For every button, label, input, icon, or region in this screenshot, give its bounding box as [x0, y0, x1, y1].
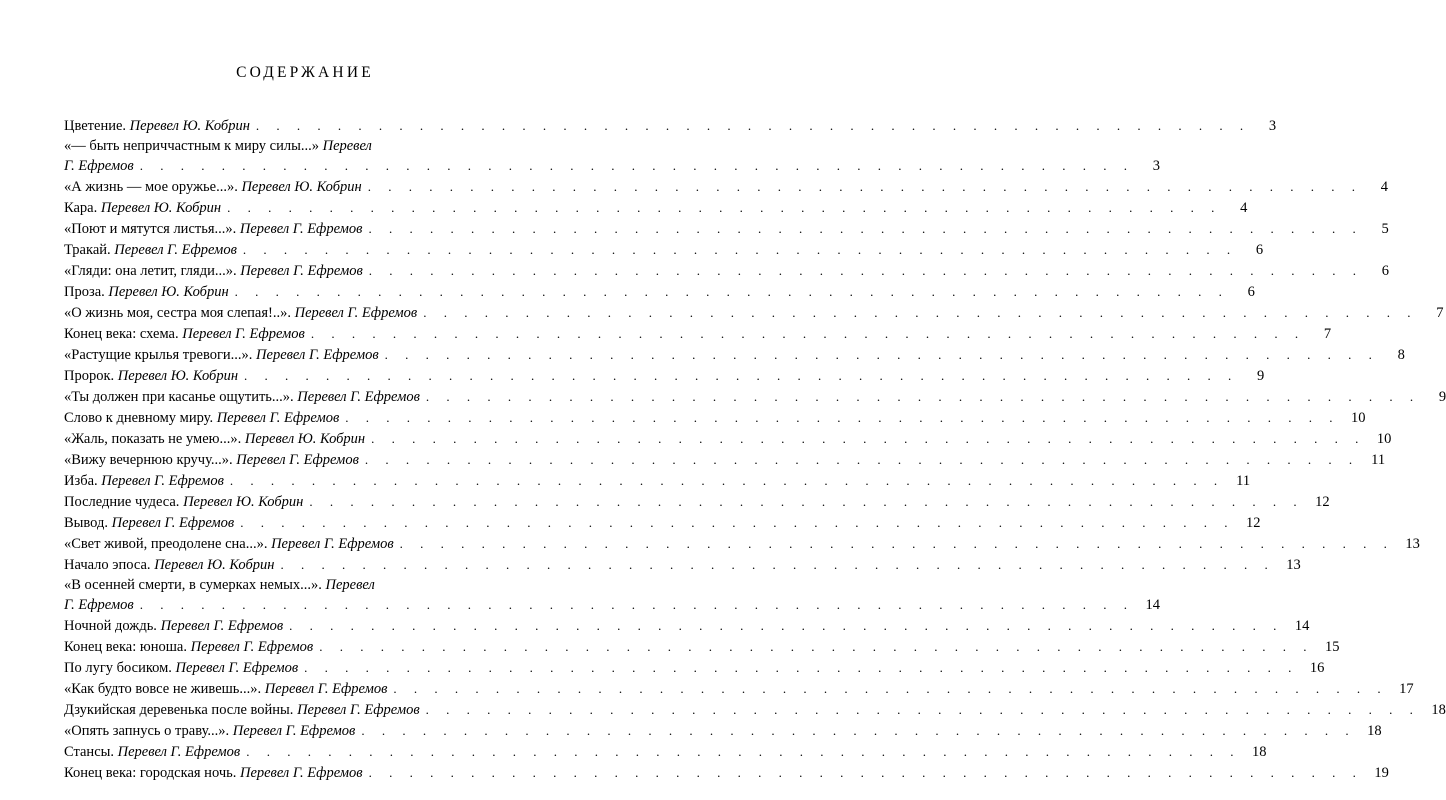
entry-title — [64, 409, 339, 428]
dot-leader: . . . . . . . . . . . . . . . . . . . . . . . . . . . . . . . . . . . . . . . . . . . . . . . . . — [371, 431, 1366, 446]
dot-leader: . . . . . . . . . . . . . . . . . . . . . . . . . . . . . . . . . . . . . . . . . . . . . . . . . — [234, 284, 1229, 299]
entry-title-text: Начало эпоса. — [64, 557, 155, 573]
toc-entry-line — [64, 637, 1340, 657]
entry-title — [64, 451, 359, 470]
translator-label: Перевел — [325, 577, 375, 593]
toc-entry-line — [64, 742, 1267, 762]
toc-entry-line — [64, 366, 1265, 386]
entry-title-text: Тракай. — [64, 242, 115, 258]
entry-title-text: «А жизнь — мое оружье...». — [64, 179, 242, 195]
toc-entry-line — [64, 679, 1414, 699]
page-number: 13 — [1405, 536, 1420, 552]
dot-leader: . . . . . . . . . . . . . . . . . . . . . . . . . . . . . . . . . . . . . . . . . . . . . . . . . — [310, 326, 1306, 341]
toc-entry — [64, 177, 1388, 198]
translator-label: Перевел Г. Ефремов — [117, 744, 241, 760]
translator-label: Перевел Ю. Кобрин — [117, 368, 239, 384]
dot-leader: . . . . . . . . . . . . . . . . . . . . . . . . . . . . . . . . . . . . . . . . . . . . . . . . . — [229, 473, 1225, 488]
entry-title-text: Стансы. — [64, 744, 118, 760]
translator-label: Перевел Г. Ефремов — [271, 536, 394, 552]
page-number: 6 — [1255, 242, 1264, 258]
translator-label: Перевел Г. Ефремов — [101, 473, 224, 489]
dot-leader: . . . . . . . . . . . . . . . . . . . . . . . . . . . . . . . . . . . . . . . . . . . . . . . . . — [368, 221, 1363, 236]
toc-entry — [64, 219, 1389, 240]
dot-leader: . . . . . . . . . . . . . . . . . . . . . . . . . . . . . . . . . . . . . . . . . . . . . . . . . — [399, 536, 1394, 551]
dot-leader: . . . . . . . . . . . . . . . . . . . . . . . . . . . . . . . . . . . . . . . . . . . . . . . . . — [242, 242, 1238, 257]
toc-entry-line — [64, 450, 1386, 470]
toc-entry-line — [64, 555, 1301, 575]
entry-title-text: Конец века: схема. — [64, 326, 183, 342]
entry-title — [64, 535, 394, 554]
translator-label: Перевел Г. Ефремов — [216, 410, 340, 426]
page-number: 13 — [1286, 557, 1301, 573]
translator-label: Перевел Ю. Кобрин — [154, 557, 275, 573]
entry-title — [64, 178, 362, 197]
page-number: 7 — [1323, 326, 1332, 342]
translator-label: Перевел Г. Ефремов — [264, 681, 388, 697]
toc-entry — [64, 513, 1261, 534]
dot-leader: . . . . . . . . . . . . . . . . . . . . . . . . . . . . . . . . . . . . . . . . . . . . . . . . . — [255, 118, 1251, 133]
toc-entry — [64, 555, 1301, 576]
entry-title-text: Последние чудеса. — [64, 494, 184, 510]
toc-entry-line — [64, 387, 1446, 407]
entry-title — [64, 241, 237, 260]
entry-title — [64, 556, 274, 575]
page-number: 14 — [1294, 618, 1310, 634]
dot-leader: . . . . . . . . . . . . . . . . . . . . . . . . . . . . . . . . . . . . . . . . . . . . . . . . . — [425, 389, 1421, 404]
page-number: 4 — [1240, 200, 1248, 216]
toc-entry — [64, 576, 1160, 616]
entry-title — [64, 680, 387, 699]
toc-entry — [64, 637, 1340, 658]
translator-label: Перевел Г. Ефремов — [190, 639, 314, 655]
entry-title-text: Пророк. — [64, 368, 118, 384]
page-number: 18 — [1251, 744, 1267, 760]
entry-title-text: Конец века: городская ночь. — [64, 765, 240, 781]
entry-title-text: «О жизнь моя, сестра моя слепая!..». — [64, 305, 295, 321]
page-number: 6 — [1381, 263, 1390, 279]
entry-title — [64, 576, 407, 595]
entry-title — [64, 514, 234, 533]
toc-entry-line — [64, 429, 1392, 449]
dot-leader: . . . . . . . . . . . . . . . . . . . . . . . . . . . . . . . . . . . . . . . . . . . . . . . . . — [240, 515, 1235, 530]
translator-label: Перевел Ю. Кобрин — [241, 179, 362, 195]
page-number: 15 — [1324, 639, 1340, 655]
entry-title-text: «Свет живой, преодолене сна...». — [64, 536, 272, 552]
entry-title — [64, 617, 283, 636]
toc-entry — [64, 282, 1255, 303]
toc-entry-line — [64, 576, 546, 595]
toc-entry-line — [64, 700, 1446, 720]
entry-title — [64, 199, 221, 218]
translator-label: Перевел Г. Ефремов — [297, 389, 420, 405]
translator-label: Перевел Г. Ефремов — [294, 305, 418, 321]
toc-entry-line — [64, 156, 1160, 176]
dot-leader: . . . . . . . . . . . . . . . . . . . . . . . . . . . . . . . . . . . . . . . . . . . . . . . . . — [367, 179, 1362, 194]
dot-leader: . . . . . . . . . . . . . . . . . . . . . . . . . . . . . . . . . . . . . . . . . . . . . . . . . — [425, 702, 1420, 717]
entry-title — [64, 262, 363, 281]
translator-label: Перевел Г. Ефремов — [297, 702, 420, 718]
toc-entry-line — [64, 303, 1444, 323]
translator-label: Перевел Г. Ефремов — [240, 263, 363, 279]
page-number: 18 — [1431, 702, 1446, 718]
page-number: 5 — [1381, 221, 1389, 237]
toc-entry — [64, 303, 1444, 324]
translator-label: Перевел Ю. Кобрин — [108, 284, 229, 300]
dot-leader: . . . . . . . . . . . . . . . . . . . . . . . . . . . . . . . . . . . . . . . . . . . . . . . . . — [280, 557, 1275, 572]
translator-label: Перевел Г. Ефремов — [182, 326, 305, 342]
toc-entry-line — [64, 658, 1325, 678]
toc-entry-line — [64, 261, 1390, 281]
entry-title-text: Ночной дождь. — [64, 618, 161, 634]
page-number: 14 — [1145, 597, 1160, 613]
page-number: 9 — [1257, 368, 1265, 384]
page-number: 3 — [1268, 118, 1277, 134]
toc-entry — [64, 471, 1251, 492]
toc-entry-line — [64, 137, 546, 156]
entry-title-text: Изба. — [64, 473, 102, 489]
entry-title-text: Слово к дневному миру. — [64, 410, 217, 426]
toc-entry — [64, 366, 1265, 387]
toc-entry-line — [64, 198, 1248, 218]
toc-entry-line — [64, 721, 1382, 741]
translator-label: Перевел Г. Ефремов — [232, 723, 356, 739]
translator-label: Перевел Г. Ефремов — [175, 660, 299, 676]
entry-title — [64, 638, 313, 657]
toc-entry — [64, 429, 1392, 450]
toc-entry-line — [64, 240, 1264, 260]
entry-title-text: «Гляди: она летит, гляди...». — [64, 263, 241, 279]
toc-entry-line — [64, 595, 1160, 615]
page-number: 6 — [1247, 284, 1255, 300]
entry-title — [64, 659, 298, 678]
toc-entry — [64, 408, 1366, 429]
entry-title — [64, 346, 379, 365]
entry-title — [64, 325, 305, 344]
table-of-contents — [64, 116, 1446, 784]
dot-leader: . . . . . . . . . . . . . . . . . . . . . . . . . . . . . . . . . . . . . . . . . . . . . . . . . — [319, 639, 1314, 654]
page-number: 18 — [1367, 723, 1382, 739]
entry-title-text: Цветение. — [64, 118, 130, 134]
dot-leader: . . . . . . . . . . . . . . . . . . . . . . . . . . . . . . . . . . . . . . . . . . . . . . . . . — [244, 368, 1239, 383]
dot-leader: . . . . . . . . . . . . . . . . . . . . . . . . . . . . . . . . . . . . . . . . . . . . . . . . . — [345, 410, 1340, 425]
entry-title — [64, 367, 238, 386]
translator-label: Перевел Ю. Кобрин — [129, 118, 250, 134]
translator-label: Перевел — [322, 138, 372, 154]
toc-entry — [64, 616, 1310, 637]
entry-title-text: «Как будто вовсе не живешь...». — [64, 681, 265, 697]
toc-entry-line — [64, 177, 1388, 197]
entry-title-text: «Опять запнусь о траву...». — [64, 723, 233, 739]
toc-entry — [64, 198, 1248, 219]
entry-title-text: Проза. — [64, 284, 109, 300]
entry-title-text: «Жаль, показать не умею...». — [64, 431, 245, 447]
entry-title — [64, 743, 240, 762]
dot-leader: . . . . . . . . . . . . . . . . . . . . . . . . . . . . . . . . . . . . . . . . . . . . . . . . . — [139, 158, 1134, 173]
page-number: 10 — [1376, 431, 1392, 447]
entry-title — [64, 701, 420, 720]
toc-entry — [64, 679, 1414, 700]
toc-entry-line — [64, 513, 1261, 533]
entry-title-text: По лугу босиком. — [64, 660, 176, 676]
page-number: 7 — [1436, 305, 1444, 321]
toc-entry — [64, 700, 1446, 721]
dot-leader: . . . . . . . . . . . . . . . . . . . . . . . . . . . . . . . . . . . . . . . . . . . . . . . . . — [384, 347, 1379, 362]
entry-title — [64, 304, 417, 323]
entry-title-text: «В осенней смерти, в сумерках немых...». — [64, 577, 326, 593]
entry-title — [64, 388, 420, 407]
entry-title-text: «Растущие крылья тревоги...». — [64, 347, 257, 363]
toc-entry — [64, 137, 1160, 177]
toc-entry-line — [64, 408, 1366, 428]
dot-leader: . . . . . . . . . . . . . . . . . . . . . . . . . . . . . . . . . . . . . . . . . . . . . . . . . — [364, 452, 1360, 467]
translator-label: Перевел Ю. Кобрин — [100, 200, 222, 216]
toc-entry-line — [64, 763, 1389, 783]
toc-entry — [64, 324, 1332, 345]
entry-title — [64, 764, 363, 783]
entry-title — [64, 137, 404, 156]
entry-title-text: «Вижу вечернюю кручу...». — [64, 452, 237, 468]
entry-title — [64, 220, 362, 239]
dot-leader: . . . . . . . . . . . . . . . . . . . . . . . . . . . . . . . . . . . . . . . . . . . . . . . . . — [304, 660, 1299, 675]
entry-title — [64, 430, 365, 449]
toc-entry — [64, 492, 1330, 513]
toc-entry-line — [64, 616, 1310, 636]
dot-leader: . . . . . . . . . . . . . . . . . . . . . . . . . . . . . . . . . . . . . . . . . . . . . . . . . — [361, 723, 1356, 738]
translator-label: Перевел Г. Ефремов — [236, 452, 359, 468]
entry-title — [64, 493, 303, 512]
toc-entry — [64, 240, 1264, 261]
toc-entry — [64, 387, 1446, 408]
entry-title-text: Вывод. — [64, 515, 112, 531]
translator-name: Г. Ефремов — [64, 597, 134, 613]
page-number: 4 — [1380, 179, 1388, 195]
entry-title-text: Конец века: юноша. — [64, 639, 191, 655]
entry-title-text: Кара. — [64, 200, 101, 216]
toc-entry-line — [64, 492, 1330, 512]
translator-label: Перевел Ю. Кобрин — [183, 494, 304, 510]
toc-entry-line — [64, 345, 1405, 365]
dot-leader: . . . . . . . . . . . . . . . . . . . . . . . . . . . . . . . . . . . . . . . . . . . . . . . . . — [289, 618, 1284, 633]
dot-leader: . . . . . . . . . . . . . . . . . . . . . . . . . . . . . . . . . . . . . . . . . . . . . . . . . — [368, 263, 1364, 278]
page-number: 12 — [1245, 515, 1261, 531]
translator-label: Перевел Г. Ефремов — [114, 242, 237, 258]
toc-entry-line — [64, 534, 1420, 554]
page-number: 11 — [1236, 473, 1251, 489]
toc-entry — [64, 742, 1267, 763]
toc-entry-line — [64, 219, 1389, 239]
dot-leader: . . . . . . . . . . . . . . . . . . . . . . . . . . . . . . . . . . . . . . . . . . . . . . . . . — [139, 597, 1134, 612]
page-number: 11 — [1371, 452, 1386, 468]
translator-label: Перевел Ю. Кобрин — [244, 431, 366, 447]
toc-entry — [64, 116, 1277, 137]
page-number: 8 — [1397, 347, 1405, 363]
entry-title — [64, 722, 355, 741]
translator-label: Перевел Г. Ефремов — [160, 618, 284, 634]
translator-name: Г. Ефремов — [64, 158, 134, 174]
entry-title — [64, 117, 250, 136]
dot-leader: . . . . . . . . . . . . . . . . . . . . . . . . . . . . . . . . . . . . . . . . . . . . . . . . . — [246, 744, 1241, 759]
toc-entry-line — [64, 471, 1251, 491]
page-number: 10 — [1351, 410, 1366, 426]
translator-label: Перевел Г. Ефремов — [239, 221, 363, 237]
toc-entry — [64, 261, 1390, 282]
entry-title-text: Дзукийская деревенька после войны. — [64, 702, 298, 718]
dot-leader: . . . . . . . . . . . . . . . . . . . . . . . . . . . . . . . . . . . . . . . . . . . . . . . . . — [368, 765, 1363, 780]
toc-entry-line — [64, 324, 1332, 344]
translator-label: Перевел Г. Ефремов — [256, 347, 379, 363]
entry-title-text: «Поют и мятутся листья...». — [64, 221, 240, 237]
page-number: 12 — [1315, 494, 1330, 510]
entry-title-text: «Ты должен при касанье ощутить...». — [64, 389, 298, 405]
toc-entry — [64, 658, 1325, 679]
page-number: 17 — [1399, 681, 1414, 697]
dot-leader: . . . . . . . . . . . . . . . . . . . . . . . . . . . . . . . . . . . . . . . . . . . . . . . . . — [227, 200, 1222, 215]
dot-leader: . . . . . . . . . . . . . . . . . . . . . . . . . . . . . . . . . . . . . . . . . . . . . . . . . — [309, 494, 1304, 509]
page-number: 19 — [1374, 765, 1389, 781]
page-title: СОДЕРЖАНИЕ — [236, 64, 374, 81]
toc-entry — [64, 534, 1420, 555]
dot-leader: . . . . . . . . . . . . . . . . . . . . . . . . . . . . . . . . . . . . . . . . . . . . . . . . . — [393, 681, 1388, 696]
translator-label: Перевел Г. Ефремов — [239, 765, 363, 781]
dot-leader: . . . . . . . . . . . . . . . . . . . . . . . . . . . . . . . . . . . . . . . . . . . . . . . . . — [423, 305, 1418, 320]
translator-label: Перевел Г. Ефремов — [111, 515, 235, 531]
toc-entry-line — [64, 282, 1255, 302]
entry-title — [64, 472, 224, 491]
entry-title-text: «— быть неприччастным к миру силы...» — [64, 138, 323, 154]
toc-entry — [64, 450, 1386, 471]
toc-entry — [64, 345, 1405, 366]
page-number: 9 — [1438, 389, 1446, 405]
page-number: 3 — [1152, 158, 1160, 174]
entry-title — [64, 283, 229, 302]
toc-entry-line — [64, 116, 1277, 136]
page-number: 16 — [1309, 660, 1325, 676]
toc-entry — [64, 763, 1389, 784]
toc-entry — [64, 721, 1382, 742]
